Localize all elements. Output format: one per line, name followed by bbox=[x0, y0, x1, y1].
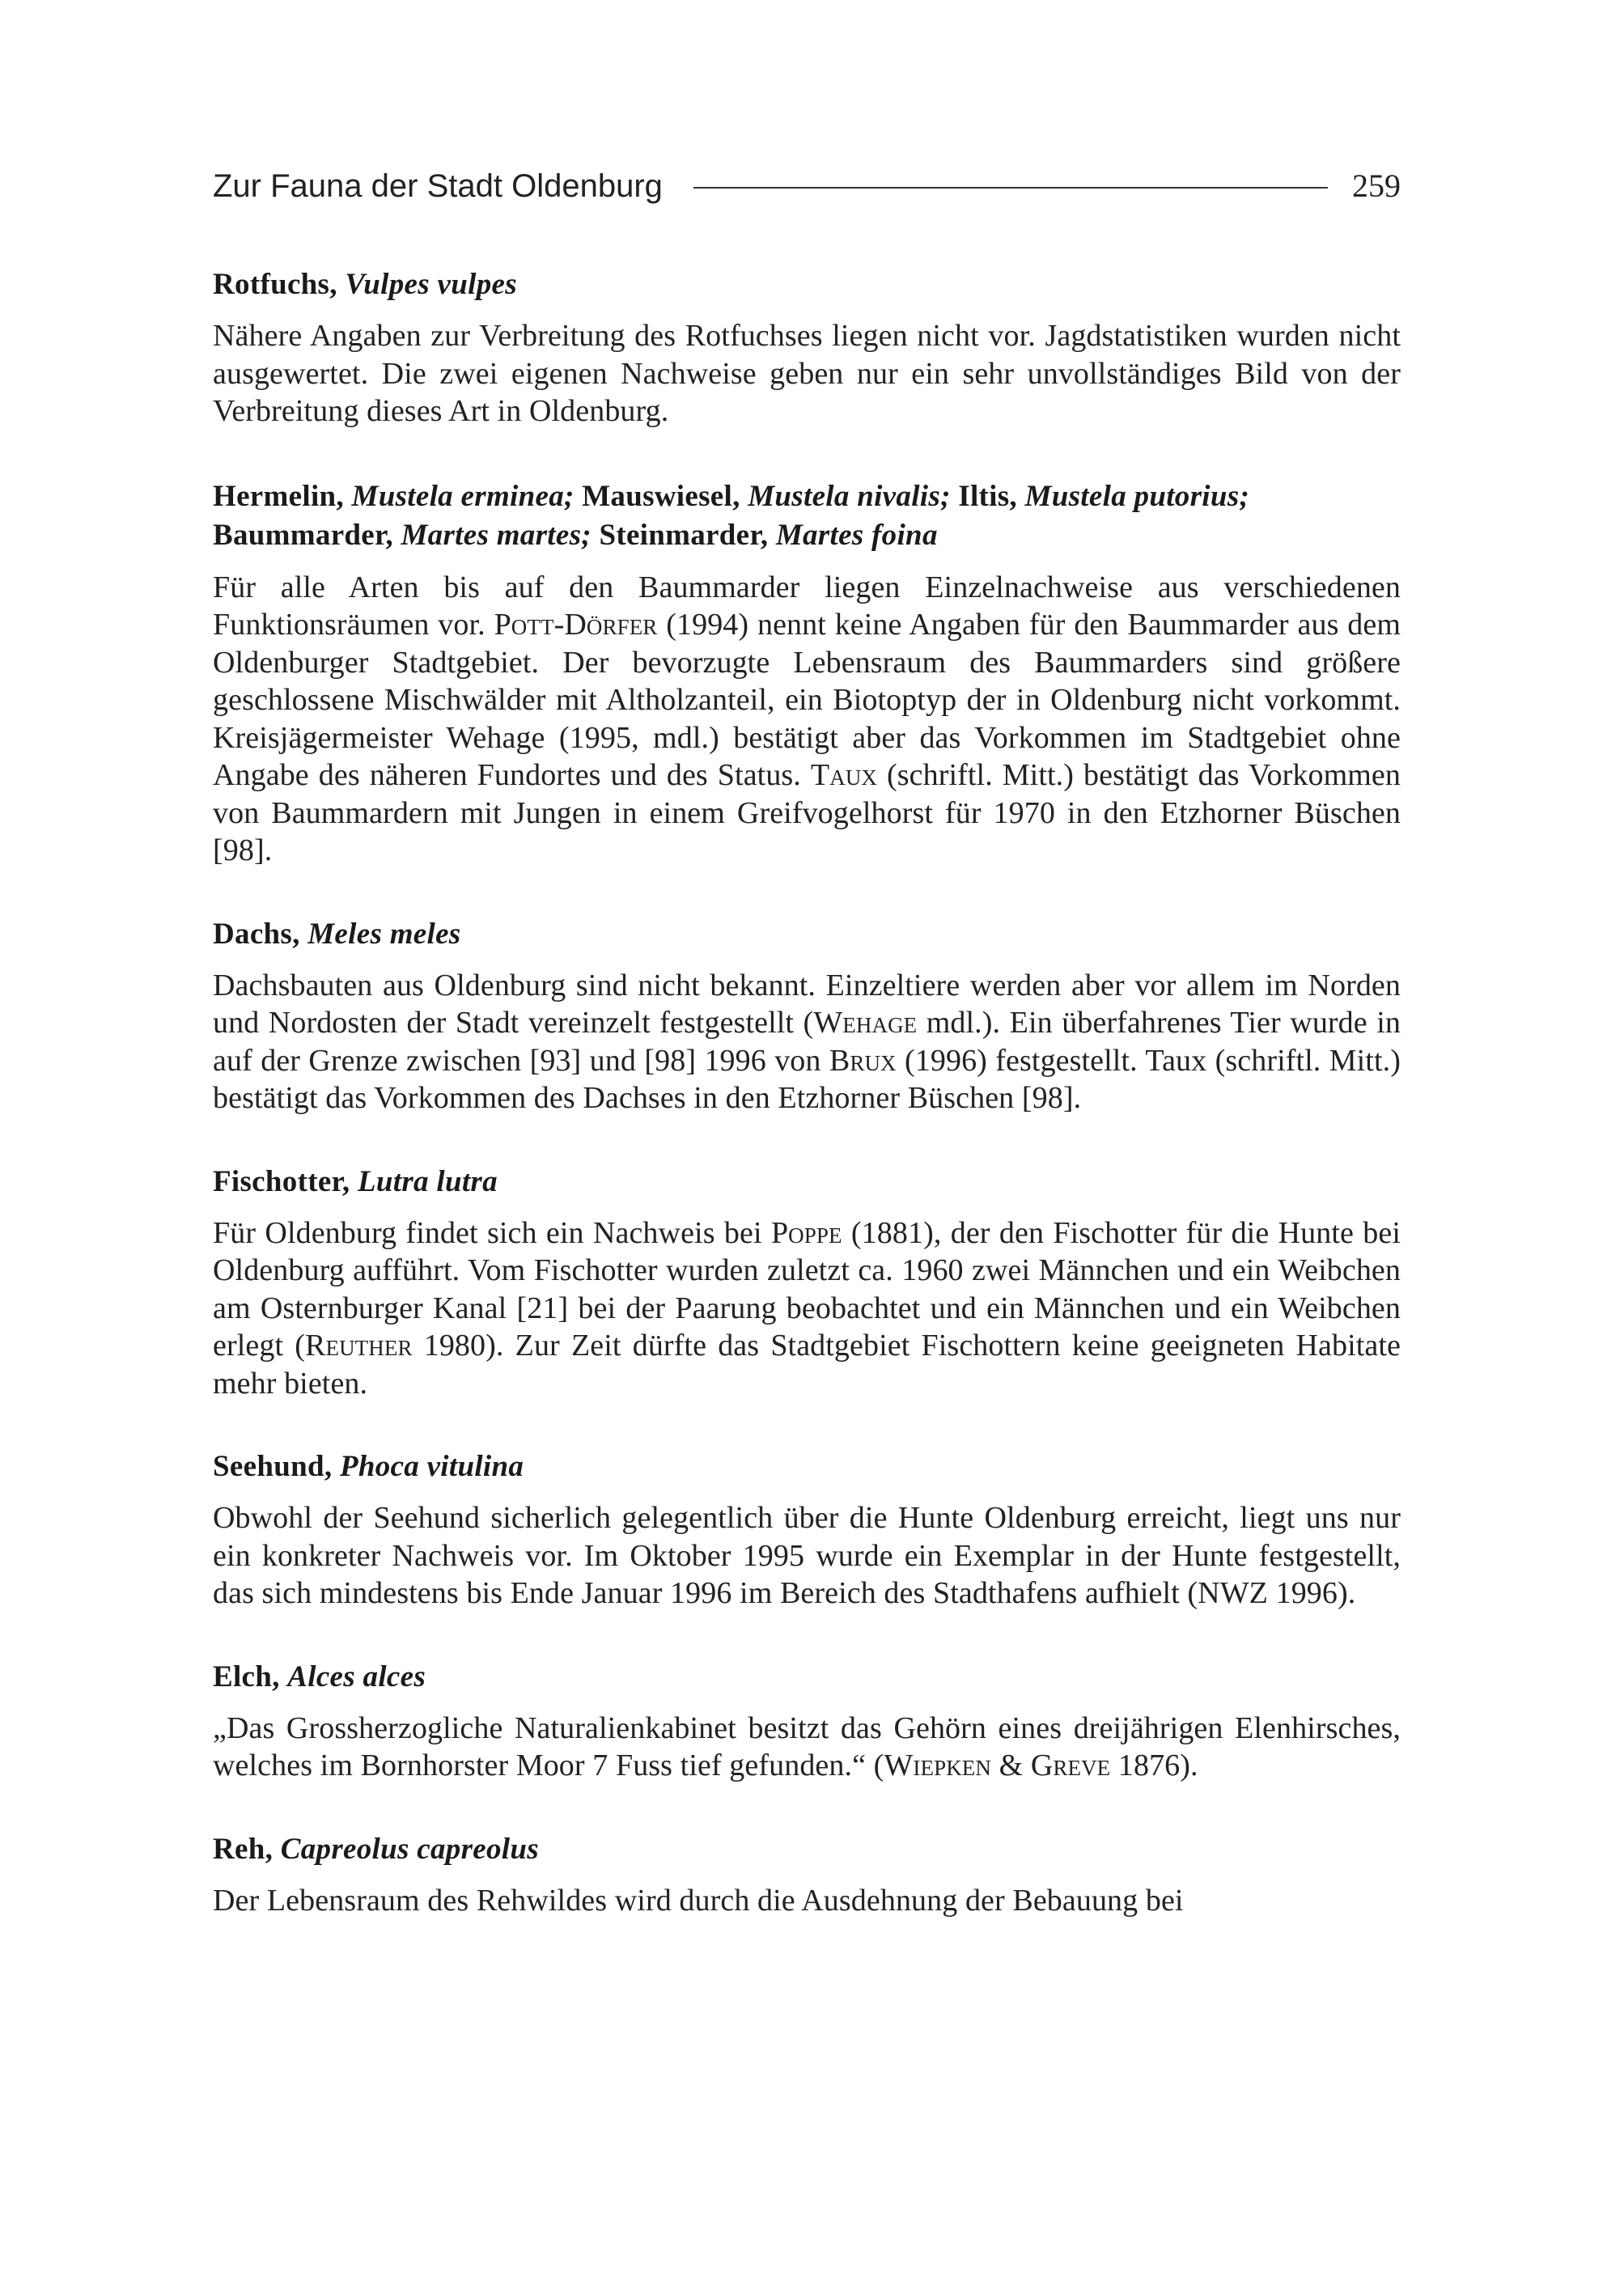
common-name: Iltis, bbox=[958, 479, 1025, 513]
author-name: Reuther bbox=[305, 1329, 413, 1363]
common-name: Rotfuchs, bbox=[213, 268, 346, 301]
section-elch bbox=[213, 1658, 1401, 1785]
text-run: (1994) nennt keine Angaben für den Baummarder aus dem Oldenburger Stadtgebiet. Der bevorzugte Lebensraum des Baummarders sind größere geschlossene Mischwälder mit Altholzanteil, ein Biotoptyp der in Oldenburg nicht vorkommt. Kreisjägermeister Wehage (1995, mdl.) bestätigt aber das Vorkommen im Stadtgebiet ohne Angabe des näheren Fundortes und des Status. bbox=[213, 608, 1401, 792]
text-run: „Das Grossherzogliche Naturalienkabinet besitzt das Gehörn eines dreijährigen Elenhirsches, welches im Bornhorster Moor 7 Fuss tief gefunden.“ ( bbox=[213, 1710, 1401, 1782]
author-name: Wiepken bbox=[884, 1748, 991, 1782]
latin-name: Alces alces bbox=[287, 1659, 426, 1693]
section-seehund bbox=[213, 1447, 1401, 1613]
common-name: Hermelin, bbox=[213, 479, 352, 513]
author-name: Brux bbox=[829, 1043, 897, 1078]
author-name: Taux bbox=[810, 758, 878, 792]
section-body: Der Lebensraum des Rehwildes wird durch die Ausdehnung der Bebauung bei bbox=[213, 1883, 1184, 1918]
section-body bbox=[213, 1214, 1401, 1403]
author-name: Poppe bbox=[770, 1215, 842, 1250]
author-name: Pott-Dörfer bbox=[494, 608, 658, 642]
author-name: Greve bbox=[1030, 1748, 1111, 1782]
section-dachs bbox=[213, 915, 1401, 1117]
text-run: (1881), der den Fischotter für die Hunte bei Oldenburg aufführt. Vom Fischotter wurden zuletzt ca. 1960 zwei Männchen und ein Weibchen am Osternburger Kanal [21] bei der Paarung beobachtet und ein Männchen und ein Weibchen erlegt ( bbox=[213, 1215, 1401, 1363]
common-name: Mauswiesel, bbox=[582, 479, 748, 513]
latin-name: Mustela nivalis; bbox=[748, 479, 959, 513]
section-heading bbox=[213, 477, 1401, 555]
latin-name: Capreolus capreolus bbox=[280, 1832, 539, 1866]
text-run: (schriftl. Mitt.) bestätigt das Vorkommen von Baummardern mit Jungen in einem Greifvogelhorst für 1970 in den Etzhorner Büschen [98]. bbox=[213, 758, 1401, 867]
common-name: Steinmarder, bbox=[599, 518, 776, 552]
section-body bbox=[213, 569, 1401, 870]
common-name: Reh, bbox=[213, 1832, 281, 1866]
section-heading bbox=[213, 1163, 1401, 1202]
text-run: Für alle Arten bis auf den Baummarder liegen Einzelnachweise aus verschiedenen Funktionsräumen vor. bbox=[213, 570, 1401, 642]
common-name: Dachs, bbox=[213, 917, 308, 951]
text-run: (1996) festgestellt. Taux (schriftl. Mitt.) bestätigt das Vorkommen des Dachses in den Etzhorner Büschen [98]. bbox=[213, 1043, 1401, 1115]
running-title: Zur Fauna der Stadt Oldenburg bbox=[213, 168, 663, 204]
page bbox=[213, 162, 1401, 1919]
section-heading bbox=[213, 265, 1401, 304]
common-name: Fischotter, bbox=[213, 1164, 358, 1198]
common-name: Baummarder, bbox=[213, 518, 401, 552]
section-heading bbox=[213, 1658, 1401, 1697]
page-number: 259 bbox=[1352, 167, 1401, 204]
section-rotfuchs bbox=[213, 265, 1401, 430]
section-fischotter bbox=[213, 1163, 1401, 1403]
header-rule bbox=[693, 187, 1328, 189]
common-name: Elch, bbox=[213, 1659, 288, 1693]
common-name: Seehund, bbox=[213, 1450, 340, 1483]
section-heading bbox=[213, 1830, 1401, 1869]
latin-name: Phoca vitulina bbox=[339, 1450, 524, 1483]
latin-name: Mustela erminea; bbox=[351, 479, 583, 513]
latin-name: Meles meles bbox=[307, 917, 461, 951]
text-run: 1980). Zur Zeit dürfte das Stadtgebiet Fischottern keine geeigneten Habitate mehr bieten. bbox=[213, 1329, 1401, 1401]
text-run: Dachsbauten aus Oldenburg sind nicht bekannt. Einzeltiere werden aber vor allem im Norden und Nordosten der Stadt vereinzelt festgestellt ( bbox=[213, 968, 1401, 1040]
text-run: 1876). bbox=[1110, 1748, 1198, 1782]
latin-name: Martes martes; bbox=[401, 518, 600, 552]
author-name: Wehage bbox=[813, 1006, 918, 1040]
section-body: Obwohl der Seehund sicherlich gelegentlich über die Hunte Oldenburg erreicht, liegt uns nur ein konkreter Nachweis vor. Im Oktober 1995 wurde ein Exemplar in der Hunte festgestellt, das sich mindestens bis Ende Januar 1996 im Bereich des Stadthafens aufhielt (NWZ 1996). bbox=[213, 1501, 1401, 1610]
text-run: & bbox=[990, 1748, 1031, 1782]
text-run: mdl.). Ein überfahrenes Tier wurde in auf der Grenze zwischen [93] und [98] 1996 von bbox=[213, 1006, 1401, 1078]
section-reh bbox=[213, 1830, 1401, 1920]
section-heading bbox=[213, 915, 1401, 954]
latin-name: Martes foina bbox=[775, 518, 938, 552]
section-body: Nähere Angaben zur Verbreitung des Rotfuchses liegen nicht vor. Jagdstatistiken wurden nicht ausgewertet. Die zwei eigenen Nachweise geben nur ein sehr unvollständiges Bild von der Verbreitung dieses Art in Oldenburg. bbox=[213, 319, 1401, 428]
running-head bbox=[213, 162, 1401, 210]
text-run: Für Oldenburg findet sich ein Nachweis bei bbox=[213, 1215, 771, 1250]
section-marder bbox=[213, 477, 1401, 870]
section-body bbox=[213, 967, 1401, 1117]
latin-name: Vulpes vulpes bbox=[345, 268, 517, 301]
latin-name: Mustela putorius; bbox=[1024, 479, 1250, 513]
section-body bbox=[213, 1710, 1401, 1785]
section-heading bbox=[213, 1447, 1401, 1486]
latin-name: Lutra lutra bbox=[357, 1164, 498, 1198]
